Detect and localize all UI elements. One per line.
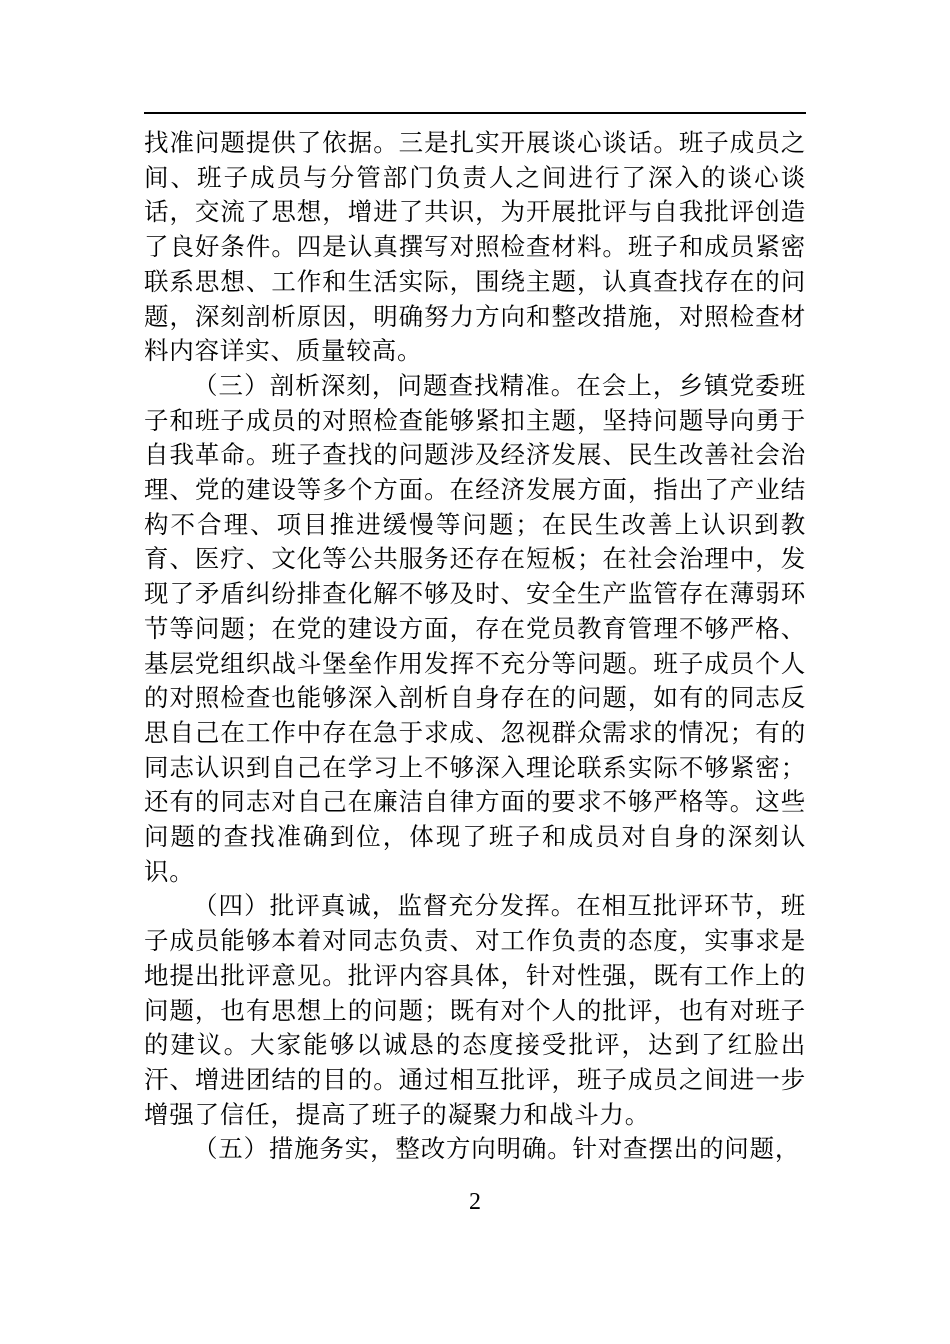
page-number: 2 <box>469 1189 481 1215</box>
paragraph-section-four: （四）批评真诚，监督充分发挥。在相互批评环节，班子成员能够本着对同志负责、对工作负责的态度，实事求是地提出批评意见。批评内容具体，针对性强，既有工作上的问题，也有思想上的问题；既有对个人的批评，也有对班子的建议。大家能够以诚恳的态度接受批评，达到了红脸出汗、增进团结的目的。通过相互批评，班子成员之间进一步增强了信任，提高了班子的凝聚力和战斗力。 <box>144 891 806 1129</box>
paragraph-section-three: （三）剖析深刻，问题查找精准。在会上，乡镇党委班子和班子成员的对照检查能够紧扣主题，坚持问题导向勇于自我革命。班子查找的问题涉及经济发展、民生改善社会治理、党的建设等多个方面。在经济发展方面，指出了产业结构不合理、项目推进缓慢等问题；在民生改善上认识到教育、医疗、文化等公共服务还存在短板；在社会治理中，发现了矛盾纠纷排查化解不够及时、安全生产监管存在薄弱环节等问题；在党的建设方面，存在党员教育管理不够严格、基层党组织战斗堡垒作用发挥不充分等问题。班子成员个人的对照检查也能够深入剖析自身存在的问题，如有的同志反思自己在工作中存在急于求成、忽视群众需求的情况；有的同志认识到自己在学习上不够深入理论联系实际不够紧密；还有的同志对自己在廉洁自律方面的要求不够严格等。这些问题的查找准确到位，体现了班子和成员对自身的深刻认识。 <box>144 370 806 886</box>
header-rule <box>144 112 806 114</box>
paragraph-section-five: （五）措施务实，整改方向明确。针对查摆出的问题， <box>193 1134 801 1164</box>
paragraph-continued: 找准问题提供了依据。三是扎实开展谈心谈话。班子成员之间、班子成员与分管部门负责人之间进行了深入的谈心谈话，交流了思想，增进了共识，为开展批评与自我批评创造了良好条件。四是认真撰写对照检查材料。班子和成员紧密联系思想、工作和生活实际，围绕主题，认真查找存在的问题，深刻剖析原因，明确努力方向和整改措施，对照检查材料内容详实、质量较高。 <box>144 128 806 366</box>
document-body <box>144 126 806 1167</box>
